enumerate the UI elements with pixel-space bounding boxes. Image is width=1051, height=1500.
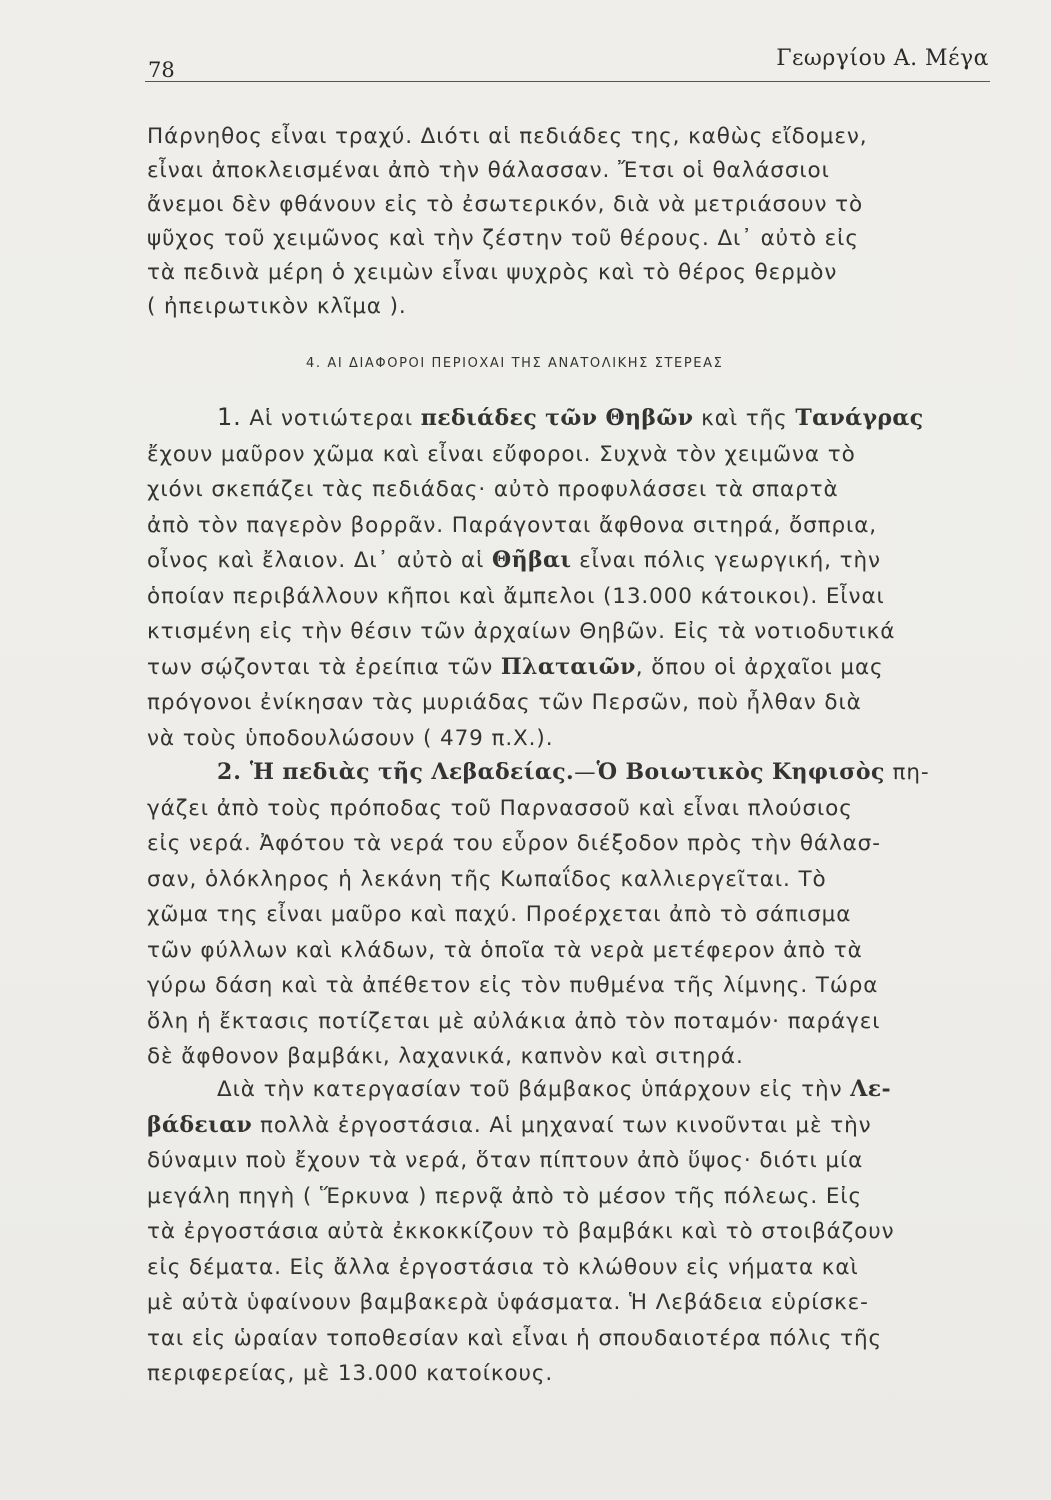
text-line (147, 650, 1007, 686)
text-line: τῶν φύλλων καὶ κλάδων, τὰ ὁποῖα τὰ νερὰ μετέφερον ἀπὸ τὰ (147, 937, 863, 963)
bold-term-levadeia-plain: Ἡ πεδιὰς τῆς Λεβαδείας. (241, 759, 575, 785)
text-run: , ὅπου οἱ ἀρχαῖοι μας (635, 654, 884, 680)
text-line: ἔχουν μαῦρον χῶμα καὶ εἶναι εὔφοροι. Συχνὰ τὸν χειμῶνα τὸ (147, 441, 856, 467)
text-line: μεγάλη πηγὴ ( Ἕρκυνα ) περνᾷ ἀπὸ τὸ μέσον τῆς πόλεως. Εἰς (147, 1183, 863, 1209)
bold-term-thebes-plain: πεδιάδες τῶν Θηβῶν (420, 405, 694, 431)
bold-term-levadeia-end: βάδειαν (147, 1111, 253, 1138)
text-line: πρόγονοι ἐνίκησαν τὰς μυριάδας τῶν Περσῶν, ποὺ ἦλθαν διὰ (147, 690, 862, 715)
text-line (147, 400, 1007, 437)
paragraph-thebes (147, 400, 1007, 756)
text-run: οἶνος καὶ ἔλαιον. Δι᾽ αὐτὸ αἱ (147, 548, 493, 573)
running-header-author: Γεωργίου Α. Μέγα (776, 46, 989, 71)
text-run: καὶ τῆς (693, 406, 796, 431)
text-line: ἄνεμοι δὲν φθάνουν εἰς τὸ ἐσωτερικόν, διὰ νὰ μετριάσουν τὸ (147, 192, 864, 217)
paragraph-intro (147, 120, 1007, 324)
item-number: 2. (217, 759, 242, 785)
text-run: Αἱ νοτιώτεραι (241, 406, 421, 431)
item-number: 1. (217, 403, 242, 431)
text-line: χῶμα της εἶναι μαῦρο καὶ παχύ. Προέρχεται ἀπὸ τὸ σάπισμα (147, 902, 852, 927)
page-number: 78 (148, 58, 175, 82)
text-line: ψῦχος τοῦ χειμῶνος καὶ τὴν ζέστην τοῦ θέρους. Δι᾽ αὐτὸ εἰς (147, 226, 859, 251)
text-line: δύναμιν ποὺ ἔχουν τὰ νερά, ὅταν πίπτουν ἀπὸ ὕψος· διότι μία (147, 1148, 864, 1173)
text-run: Διὰ τὴν κατεργασίαν τοῦ βάμβακος ὑπάρχουν εἰς τὴν (217, 1077, 851, 1102)
text-run: πη- (884, 760, 930, 785)
text-line: μὲ αὐτὰ ὑφαίνουν βαμβακερὰ ὑφάσματα. Ἡ Λεβάδεια εὑρίσκε- (147, 1290, 869, 1315)
text-run: των σῴζονται τὰ ἐρείπια τῶν (147, 654, 501, 680)
text-line: περιφερείας, μὲ 13.000 κατοίκους. (147, 1361, 554, 1386)
text-line: τὰ ἐργοστάσια αὐτὰ ἐκκοκκίζουν τὸ βαμβάκι καὶ τὸ στοιβάζουν (147, 1219, 895, 1244)
text-line: νὰ τοὺς ὑποδουλώσουν ( 479 π.Χ.). (147, 725, 554, 751)
bold-term-thebes: Θῆβαι (492, 547, 572, 573)
text-line (147, 755, 1007, 791)
text-line: ὁποίαν περιβάλλουν κῆποι καὶ ἄμπελοι (13.000 κάτοικοι). Εἶναι (147, 583, 885, 609)
text-line: ἀπὸ τὸν παγερὸν βορρᾶν. Παράγονται ἄφθονα σιτηρά, ὄσπρια, (147, 512, 878, 538)
text-run: πολλὰ ἐργοστάσια. Αἱ μηχαναί των κινοῦνται μὲ τὴν (252, 1112, 872, 1138)
text-line: Πάρνηθος εἶναι τραχύ. Διότι αἱ πεδιάδες της, καθὼς εἴδομεν, (147, 124, 868, 149)
text-line: χιόνι σκεπάζει τὰς πεδιάδας· αὐτὸ προφυλάσσει τὰ σπαρτὰ (147, 477, 839, 502)
text-line: εἶναι ἀποκλεισμέναι ἀπὸ τὴν θάλασσαν. Ἔτσι οἱ θαλάσσιοι (147, 158, 830, 183)
text-line: γάζει ἀπὸ τοὺς πρόποδας τοῦ Παρνασσοῦ καὶ εἶναι πλούσιος (147, 795, 853, 821)
text-line: τὰ πεδινὰ μέρη ὁ χειμὼν εἶναι ψυχρὸς καὶ τὸ θέρος θερμὸν (147, 260, 838, 285)
bold-term-tanagra: Τανάγρας (795, 405, 924, 431)
text-line: γύρω δάση καὶ τὰ ἀπέθετον εἰς τὸν πυθμένα τῆς λίμνης. Τώρα (147, 973, 879, 998)
header-rule (145, 81, 990, 82)
text-run: εἶναι πόλις γεωργική, τὴν (571, 548, 881, 573)
text-line: ται εἰς ὡραίαν τοποθεσίαν καὶ εἶναι ἡ σπουδαιοτέρα πόλις τῆς (147, 1325, 883, 1351)
text-line (147, 1108, 1007, 1144)
bold-term-kifisos: Ὁ Βοιωτικὸς Κηφισὸς (596, 759, 885, 785)
text-line: ( ἠπειρωτικὸν κλῖμα ). (147, 294, 407, 319)
dash: — (574, 760, 597, 785)
section-heading: 4. ΑΙ ΔΙΑΦΟΡΟΙ ΠΕΡΙΟΧΑΙ ΤΗΣ ΑΝΑΤΟΛΙΚΗΣ ΣΤΕΡΕΑΣ (306, 356, 724, 371)
paragraph-levadeia (147, 755, 1007, 1075)
text-line: εἰς νερά. Ἀφότου τὰ νερά του εὗρον διέξοδον πρὸς τὴν θάλασ- (147, 831, 881, 856)
text-line: δὲ ἄφθονον βαμβάκι, λαχανικά, καπνὸν καὶ σιτηρά. (147, 1044, 744, 1069)
paragraph-industry (147, 1072, 1007, 1392)
text-line: κτισμένη εἰς τὴν θέσιν τῶν ἀρχαίων Θηβῶν. Εἰς τὰ νοτιοδυτικά (147, 619, 896, 644)
text-line (147, 543, 1007, 579)
text-line: ὅλη ἡ ἔκτασις ποτίζεται μὲ αὐλάκια ἀπὸ τὸν ποταμόν· παράγει (147, 1008, 881, 1034)
text-line: εἰς δέματα. Εἰς ἄλλα ἐργοστάσια τὸ κλώθουν εἰς νήματα καὶ (147, 1254, 859, 1280)
bold-term-plataea: Πλαταιῶν (500, 653, 636, 680)
text-line (147, 1072, 1007, 1108)
bold-term-levadeia-start: Λε- (850, 1076, 891, 1102)
text-line: σαν, ὁλόκληρος ἡ λεκάνη τῆς Κωπαΐδος καλλιεργεῖται. Τὸ (147, 866, 827, 892)
